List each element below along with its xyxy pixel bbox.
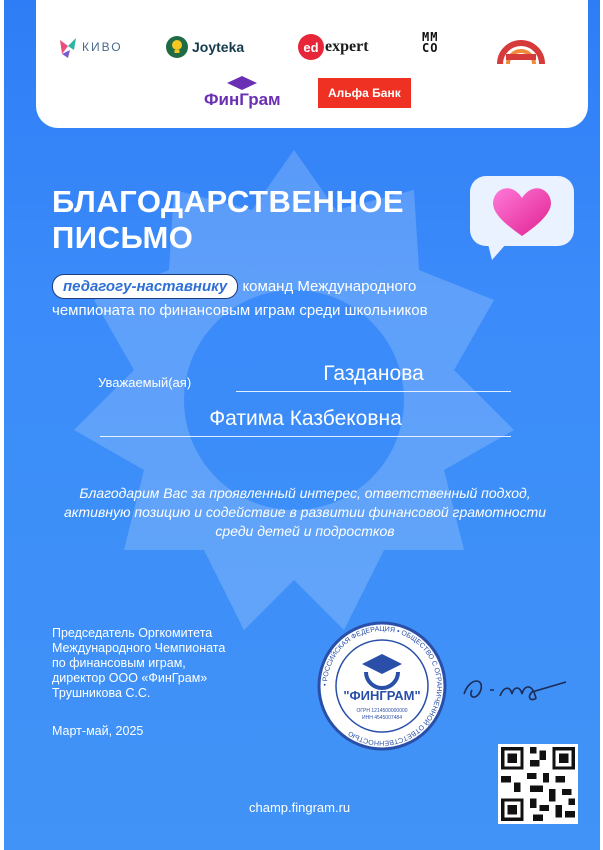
arc-emblem-icon — [496, 36, 546, 66]
addressee-block — [52, 274, 572, 322]
signer-line-4: директор ООО «ФинГрам» — [52, 671, 208, 685]
edexpert-logo-mark: ed — [298, 34, 324, 60]
salutation: Уважаемый(ая) — [98, 375, 192, 390]
lightbulb-icon — [166, 36, 188, 58]
graduation-cap-icon — [227, 76, 257, 90]
stamp-inn: ИНН 4545007484 — [361, 715, 403, 721]
title-line-2: ПИСЬМО — [52, 220, 194, 255]
mmco-logo — [422, 32, 438, 54]
certificate-page — [4, 0, 600, 850]
addressee-line-1: команд Международного — [238, 278, 417, 295]
gratitude-text: Благодарим Вас за проявленный интерес, ответственный подход, активную позицию и содействие в развитии финансовой грамотности среди детей и подростков — [63, 485, 547, 539]
signer-line-5: Трушникова С.С. — [52, 686, 151, 700]
edexpert-logo-text: expert — [325, 38, 369, 55]
date: Март-май, 2025 — [52, 724, 144, 738]
signer-block — [52, 626, 282, 701]
signer-line-1: Председатель Оргкомитета — [52, 626, 213, 640]
recipient-surname: Газданова — [236, 362, 511, 392]
bird-icon — [58, 36, 78, 58]
joyteka-logo-text: Joyteka — [192, 39, 245, 55]
stamp-ring-text: • РОССИЙСКАЯ ФЕДЕРАЦИЯ • ОБЩЕСТВО С ОГРАНИЧЕННОЙ ОТВЕТСТВЕННОСТЬЮ — [321, 625, 443, 747]
edexpert-logo — [298, 34, 369, 60]
mmco-logo-bottom: СО — [422, 41, 439, 55]
addressee-line-2: чемпионата по финансовым играм среди школьников — [52, 302, 428, 319]
alfa-bank-logo — [318, 78, 411, 108]
addressee-role-badge: педагогу-наставнику — [52, 274, 238, 299]
stamp-center-text: "ФИНГРАМ" — [343, 688, 421, 703]
partner-logos-bar — [36, 0, 588, 128]
joyteka-logo — [166, 36, 244, 58]
fingram-logo-text: ФинГрам — [204, 90, 281, 109]
stamp-ogrn: ОГРН 1214500000000 — [356, 708, 408, 714]
website-link[interactable]: champ.fingram.ru — [249, 800, 351, 815]
kivo-logo — [58, 36, 123, 58]
alfa-bank-logo-text: Альфа Банк — [328, 86, 401, 100]
recipient-given-names: Фатима Казбековна — [100, 407, 511, 437]
signer-line-2: Международного Чемпионата — [52, 641, 226, 655]
handwritten-signature — [460, 668, 570, 708]
company-stamp — [316, 620, 448, 752]
document-title — [52, 184, 472, 256]
fingram-logo — [204, 76, 281, 110]
heart-icon — [466, 172, 578, 266]
qr-code[interactable] — [498, 744, 578, 824]
signer-line-3: по финансовым играм, — [52, 656, 186, 670]
mmco-logo-top: ММ — [422, 30, 439, 44]
kivo-logo-text: КИВО — [82, 40, 123, 54]
title-line-1: БЛАГОДАРСТВЕННОЕ — [52, 184, 405, 219]
arc-emblem-logo — [496, 36, 546, 66]
